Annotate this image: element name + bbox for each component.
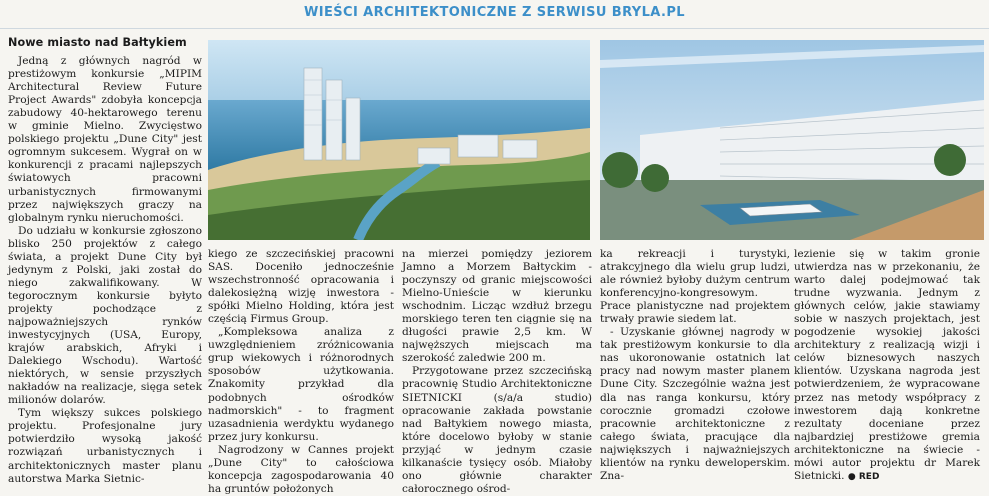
paragraph: Nagrodzony w Cannes projekt „Dune City" to całościowa koncepcja zagospodarowania 40 ha gruntów położonych	[208, 443, 394, 495]
article-column-4	[600, 248, 790, 483]
paragraph	[794, 248, 980, 484]
article-column-1	[8, 36, 202, 486]
paragraph: Przygotowane przez szczecińską pracownię Studio Architektoniczne SIETNICKI (s/a/a studio) opracowanie zakłada powstanie nad Bałtykiem nowego miasta, które docelowo byłoby w stanie przyjąć w jednym czasie kilkanaście tysięcy osób. Miałoby ono głównie charakter całorocznego ośrod-	[402, 365, 592, 495]
paragraph: kiego ze szczecińskiej pracowni SAS. Doceniło jednocześnie wszechstronność opracowania i dalekosiężną wizję inwestora - spółki Mielno Holding, która jest częścią Firmus Group.	[208, 248, 394, 326]
aerial-rendering-photo	[208, 40, 590, 240]
paragraph: Do udziału w konkursie zgłoszono blisko 250 projektów z całego świata, a projekt Dune City był jedynym z Polski, jaki został do niego zakwalifikowany. W tegorocznym konkursie byłyto projekty pochodzące z najpoważniejszych rynków inwestycyjnych (USA, Europy, krajów arabskich, Afryki i Dalekiego Wschodu). Wartość niektórych, w sensie przyszłych nakładów na realizacje, sięga setek milionów dolarów.	[8, 224, 202, 407]
promenade-rendering-photo	[600, 40, 984, 240]
author-signature: ● RED	[847, 471, 880, 482]
paragraph-text: lezienie się w takim gronie utwierdza nas w przekonaniu, że warto dalej podejmować tak trudne wyzwania. Jednym z głównych celów, jakie stawiamy sobie w naszych projektach, jest pogodzenie wysokiej jakości architektury z realizacją wizji i celów biznesowych naszych klientów. Uzyskana nagroda jest potwierdzeniem, że wypracowane przez nas metody współpracy z inwestorem dają konkretne rezultaty doceniane przez najbardziej prestiżowe gremia architektoniczne na świecie - mówi autor projektu dr Marek Sietnicki.	[794, 248, 980, 482]
paragraph: Jedną z głównych nagród w prestiżowym konkursie „MIPIM Architectural Review Future Project Awards" zdobyła koncepcja zabudowy 40-hektarowego terenu w gminie Mielno. Zwycięstwo polskiego projektu „Dune City" jest ogromnym sukcesem. Wygrał on w konkurencji z pracami najlepszych światowych pracowni urbanistycznych firmowanymi przez największych graczy na globalnym rynku nieruchomości.	[8, 55, 202, 224]
paragraph: na mierzei pomiędzy jeziorem Jamno a Morzem Bałtyckim - poczynszy od granic miejscowości Mielno-Unieście w kierunku wschodnim. Licząc wzdłuż brzegu morskiego teren ten ciągnie się na długości prawie 2,5 km. W najwęższych miejscach ma szerokość zaledwie 200 m.	[402, 248, 592, 365]
header-divider	[0, 28, 989, 29]
paragraph: Tym większy sukces polskiego projektu. Profesjonalne jury potwierdziło wysoką jakość rozwiązań urbanistycznych i architektonicznych master planu autorstwa Marka Sietnic-	[8, 407, 202, 485]
article-headline: Nowe miasto nad Bałtykiem	[8, 36, 187, 49]
article-column-5	[794, 248, 980, 484]
paragraph: ka rekreacji i turystyki, atrakcyjnego dla wielu grup ludzi, ale również byłoby dużym centrum konferencyjno-kongresowym. Prace planistyczne nad projektem trwały prawie siedem lat.	[600, 248, 790, 326]
article-column-2	[208, 248, 394, 496]
paragraph: „Kompleksowa analiza z uwzględnieniem zróżnicowania grup wiekowych i różnorodnych sposobów użytkowania. Znakomity przykład dla podobnych ośrodków nadmorskich" - to fragment uzasadnienia werdyktu wydanego przez jury konkursu.	[208, 326, 394, 443]
article-column-3	[402, 248, 592, 496]
section-header: WIEŚCI ARCHITEKTONICZNE Z SERWISU BRYLA.PL	[304, 5, 685, 20]
paragraph: - Uzyskanie głównej nagrody w tak prestiżowym konkursie to dla nas ukoronowanie ostatnich lat pracy nad nowym master planem Dune City. Szczególnie ważna jest dla nas ranga konkursu, który corocznie gromadzi czołowe pracownie architektoniczne z całego świata, pracujące dla największych i najważniejszych klientów na rynku deweloperskim. Zna-	[600, 326, 790, 482]
